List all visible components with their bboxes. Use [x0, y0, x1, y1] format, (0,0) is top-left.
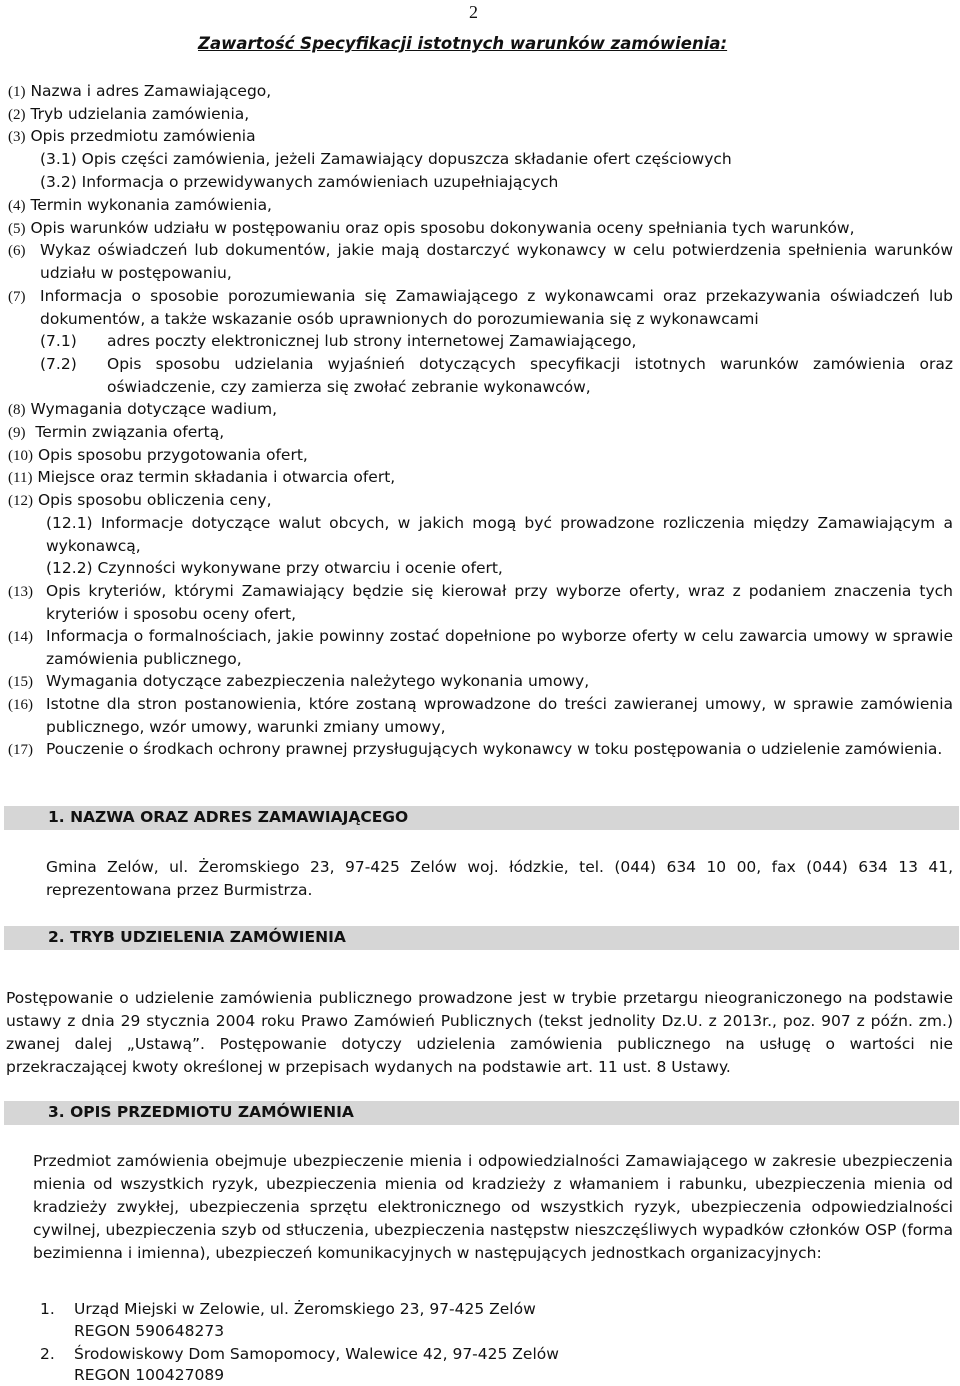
section-1-text: Gmina Zelów, ul. Żeromskiego 23, 97-425 Zelów woj. łódzkie, tel. (044) 634 10 00, fax (044) 634 13 41, reprezentowana przez Burmistrza. — [46, 858, 953, 899]
section-1-heading: 1. NAZWA ORAZ ADRES ZAMAWIAJĄCEGO — [48, 808, 409, 826]
toc-item-2: (2) Tryb udzielania zamówienia, — [8, 105, 250, 123]
toc-item-7-1-num: (7.1) — [40, 332, 77, 350]
toc-item-17: Pouczenie o środkach ochrony prawnej przysługujących wykonawcy w toku postępowania o udzielenie zamówienia. — [46, 740, 943, 758]
toc-item-5: (5) Opis warunków udziału w postępowaniu oraz opis sposobu dokonywania oceny spełniania tych warunków, — [8, 219, 855, 237]
toc-item-7-2-num: (7.2) — [40, 355, 77, 373]
section-3-heading: 3. OPIS PRZEDMIOTU ZAMÓWIENIA — [48, 1103, 354, 1121]
toc-item-16: Istotne dla stron postanowienia, które zostaną wprowadzone do treści zawieranej umowy, w sprawie zamówienia publicznego, wzór umowy, warunki zmiany umowy, — [46, 695, 953, 736]
toc-item-15-num: (15) — [8, 674, 33, 690]
section-2-heading: 2. TRYB UDZIELENIA ZAMÓWIENIA — [48, 928, 346, 946]
toc-item-17-num: (17) — [8, 742, 33, 758]
toc-item-7-1: adres poczty elektronicznej lub strony internetowej Zamawiającego, — [107, 332, 637, 350]
toc-item-12: (12) Opis sposobu obliczenia ceny, — [8, 491, 272, 509]
section-2-heading-bar — [4, 926, 959, 950]
toc-item-7: Informacja o sposobie porozumiewania się Zamawiającego z wykonawcami oraz przekazywania oświadczeń lub dokumentów, a także wskazanie osób uprawnionych do porozumiewania się z wykonawcami — [40, 287, 953, 328]
toc-item-3-2: (3.2) Informacja o przewidywanych zamówieniach uzupełniających — [40, 173, 559, 191]
toc-item-6: Wykaz oświadczeń lub dokumentów, jakie mają dostarczyć wykonawcy w celu potwierdzenia spełnienia warunków udziału w postępowaniu, — [40, 241, 953, 282]
section-1-heading-bar — [4, 806, 959, 830]
page-number: 2 — [469, 2, 478, 22]
section-3-text: Przedmiot zamówienia obejmuje ubezpieczenie mienia i odpowiedzialności Zamawiającego w zakresie ubezpieczenia mienia od wszystkich ryzyk, ubezpieczenia mienia od kradzieży z włamaniem i rabunku, ubezpieczenia mienia od kradzieży zwykłej, ubezpieczenia sprzętu elektronicznego od wszystkich ryzyk, ubezpieczenia odpowiedzialności cywilnej, ubezpieczenia szyb od stłuczenia, ubezpieczenia następstw nieszczęśliwych wypadków członków OSP (forma bezimienna i imienna), ubezpieczeń komunikacyjnych w następujących jednostkach organizacyjnych: — [33, 1152, 953, 1262]
toc-item-12-1: (12.1) Informacje dotyczące walut obcych, w jakich mogą być prowadzone rozliczenia między Zamawiającym a wykonawcą, — [46, 514, 953, 555]
list-item-2-name: Środowiskowy Dom Samopomocy, Walewice 42, 97-425 Zelów — [74, 1345, 559, 1363]
toc-item-11: (11) Miejsce oraz termin składania i otwarcia ofert, — [8, 468, 396, 486]
toc-item-7-2: Opis sposobu udzielania wyjaśnień dotyczących specyfikacji istotnych warunków zamówienia oraz oświadczenie, czy zamierza się zwołać zebranie wykonawców, — [107, 355, 953, 396]
list-item-1-name: Urząd Miejski w Zelowie, ul. Żeromskiego 23, 97-425 Zelów — [74, 1300, 536, 1318]
toc-item-16-num: (16) — [8, 697, 33, 713]
toc-item-9: (9) Termin związania ofertą, — [8, 423, 225, 441]
toc-item-3-1: (3.1) Opis części zamówienia, jeżeli Zamawiający dopuszcza składanie ofert częściowych — [40, 150, 732, 168]
toc-item-14-num: (14) — [8, 629, 33, 645]
toc-item-14: Informacja o formalnościach, jakie powinny zostać dopełnione po wyborze oferty w celu zawarcia umowy w sprawie zamówienia publicznego, — [46, 627, 953, 668]
toc-item-3: (3) Opis przedmiotu zamówienia — [8, 127, 256, 145]
list-item-1-num: 1. — [40, 1300, 55, 1318]
contents-title: Zawartość Specyfikacji istotnych warunków zamówienia: — [198, 34, 728, 53]
list-item-2-regon: REGON 100427089 — [74, 1366, 225, 1384]
toc-item-13: Opis kryteriów, którymi Zamawiający będzie się kierował przy wyborze oferty, wraz z podaniem znaczenia tych kryteriów i sposobu oceny ofert, — [46, 582, 953, 623]
toc-item-6-num: (6) — [8, 243, 26, 259]
toc-item-10: (10) Opis sposobu przygotowania ofert, — [8, 446, 308, 464]
toc-item-4: (4) Termin wykonania zamówienia, — [8, 196, 272, 214]
list-item-2-num: 2. — [40, 1345, 55, 1363]
section-3-heading-bar — [4, 1101, 959, 1125]
toc-item-8: (8) Wymagania dotyczące wadium, — [8, 400, 278, 418]
toc-item-13-num: (13) — [8, 584, 33, 600]
section-2-text: Postępowanie o udzielenie zamówienia publicznego prowadzone jest w trybie przetargu nieograniczonego na podstawie ustawy z dnia 29 stycznia 2004 roku Prawo Zamówień Publicznych (tekst jednolity Dz.U. z 2013r., poz. 907 z późn. zm.) zwanej dalej „Ustawą”. Postępowanie dotyczy udzielenia zamówienia publicznego na usługę o wartości nie przekraczającej kwoty określonej w przepisach wydanych na podstawie art. 11 ust. 8 Ustawy. — [6, 989, 953, 1076]
toc-item-12-2: (12.2) Czynności wykonywane przy otwarciu i ocenie ofert, — [46, 559, 503, 577]
toc-item-7-num: (7) — [8, 289, 26, 305]
toc-item-1: (1) Nazwa i adres Zamawiającego, — [8, 82, 272, 100]
list-item-1-regon: REGON 590648273 — [74, 1322, 225, 1340]
toc-item-15: Wymagania dotyczące zabezpieczenia należytego wykonania umowy, — [46, 672, 590, 690]
